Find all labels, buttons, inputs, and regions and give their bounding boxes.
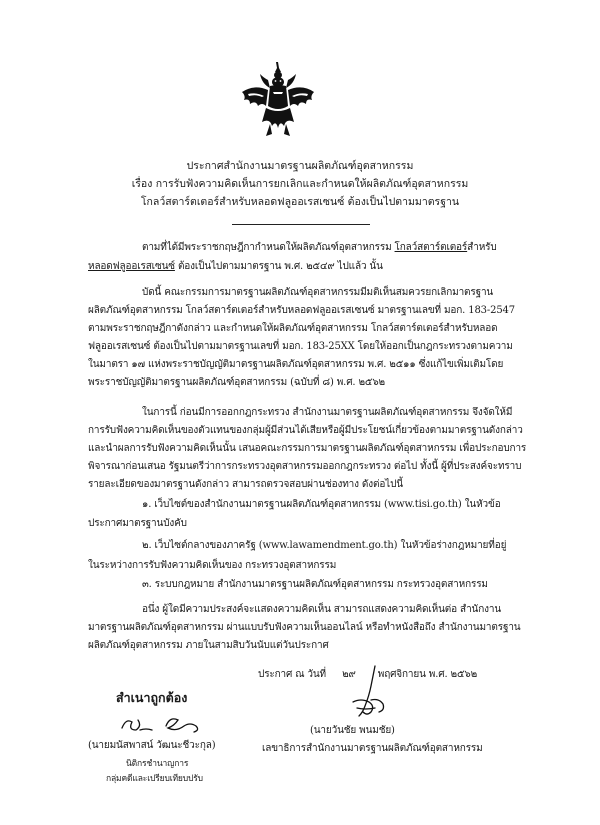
paragraph-1-line-1 (142, 240, 497, 255)
paragraph-3-line-2: การรับฟังความคิดเห็นของตัวแทนของกลุ่มผู้มีส่วนได้เสียหรือผู้มีประโยชน์เกี่ยวข้องตามมาตรฐานดังกล่าว (88, 425, 523, 436)
certifier-position: นิติกรชำนาญการ (126, 759, 189, 769)
paragraph-4-line-2: มาตรฐานผลิตภัณฑ์อุตสาหกรรม ผ่านแบบรับฟังความเห็นออนไลน์ หรือทำหนังสือถึง สำนักงานมาตรฐาน (88, 622, 521, 633)
paragraph-2-line-6: พระราชบัญญัติมาตรฐานผลิตภัณฑ์อุตสาหกรรม (ฉบับที่ ๘) พ.ศ. ๒๕๖๒ (88, 377, 385, 388)
paragraph-1-line-2 (88, 259, 383, 274)
p1-lamp-name: หลอดฟลูออเรสเซนซ์ (88, 261, 175, 272)
channel-item-3: ๓. ระบบกฎหมาย สำนักงานมาตรฐานผลิตภัณฑ์อุตสาหกรรม กระทรวงอุตสาหกรรม (142, 579, 488, 590)
certifier-group: กลุ่มคดีและเปรียบเทียบปรับ (106, 774, 203, 784)
director-signature (335, 662, 415, 724)
certified-copy-title: สำเนาถูกต้อง (116, 690, 188, 705)
paragraph-3-line-4: พิจารณาก่อนเสนอ รัฐมนตรีว่าการกระทรวงอุตสาหกรรมออกกฎกระทรวง ต่อไป ทั้งนี้ ผู้ที่ประสงค์จะทราบ (88, 461, 522, 472)
p1-text-c: ต้องเป็นไปตามมาตรฐาน พ.ศ. ๒๕๔๙ ไปแล้ว นั้น (174, 261, 383, 272)
channel-item-2-line-2: ในระหว่างการรับฟังความคิดเห็นของ กระทรวงอุตสาหกรรม (88, 560, 337, 571)
garuda-emblem (240, 62, 316, 140)
paragraph-4-line-3: ผลิตภัณฑ์อุตสาหกรรม ภายในสามสิบวันนับแต่วันประกาศ (88, 640, 329, 651)
paragraph-3-line-1: ในการนี้ ก่อนมีการออกกฎกระทรวง สำนักงานมาตรฐานผลิตภัณฑ์อุตสาหกรรม จึงจัดให้มี (142, 407, 513, 418)
signatory-name: (นายวันชัย พนมชัย) (310, 725, 395, 736)
paragraph-3-line-3: และนำผลการรับฟังความคิดเห็นนั้น เสนอคณะกรรมการมาตรฐานผลิตภัณฑ์อุตสาหกรรม เพื่อประกอบการ (88, 443, 527, 454)
header-divider (232, 224, 370, 225)
paragraph-2-line-5: ในมาตรา ๑๗ แห่งพระราชบัญญัติมาตรฐานผลิตภัณฑ์อุตสาหกรรม พ.ศ. ๒๕๑๑ ซึ่งแก้ไขเพิ่มเติมโดย (88, 359, 504, 370)
paragraph-2-line-2: ผลิตภัณฑ์อุตสาหกรรม โกลว์สตาร์ตเตอร์สำหรับหลอดฟลูออเรสเซนซ์ มาตรฐานเลขที่ มอก. 183-2547 (88, 305, 515, 316)
paragraph-2-line-3: ตามพระราชกฤษฎีกาดังกล่าว และกำหนดให้ผลิตภัณฑ์อุตสาหกรรม โกลว์สตาร์ตเตอร์สำหรับหลอด (88, 323, 498, 334)
certifier-name: (นายมนัสพาสน์ วัฒนะชีวะกุล) (88, 740, 216, 751)
paragraph-3-line-5: รายละเอียดของมาตรฐานดังกล่าว สามารถตรวจสอบผ่านช่องทาง ดังต่อไปนี้ (88, 479, 403, 490)
certifier-signature (118, 712, 210, 738)
p1-product-name: โกลว์สตาร์ตเตอร์ (394, 242, 468, 253)
paragraph-4-line-1: อนึ่ง ผู้ใดมีความประสงค์จะแสดงความคิดเห็น สามารถแสดงความคิดเห็นต่อ สำนักงาน (142, 604, 502, 615)
date-label: ประกาศ ณ วันที่ (258, 669, 326, 680)
paragraph-2-line-4: ฟลูออเรสเซนซ์ ต้องเป็นไปตามมาตรฐานเลขที่ มอก. 183-25XX โดยให้ออกเป็นกฎกระทรวงตามความ (88, 341, 513, 352)
announcement-title: ประกาศสำนักงานมาตรฐานผลิตภัณฑ์อุตสาหกรรม (186, 160, 414, 172)
p1-text-a: ตามที่ได้มีพระราชกฤษฎีกากำหนดให้ผลิตภัณฑ์อุตสาหกรรม (142, 242, 395, 253)
date-day: ๒๙ (342, 669, 356, 680)
channel-item-2-line-1: ๒. เว็บไซต์กลางของภาครัฐ (www.lawamendment.go.th) ในหัวข้อร่างกฎหมายที่อยู่ (142, 540, 507, 551)
paragraph-2-line-1: บัดนี้ คณะกรรมการมาตรฐานผลิตภัณฑ์อุตสาหกรรมมีมติเห็นสมควรยกเลิกมาตรฐาน (142, 287, 494, 298)
p1-text-b: สำหรับ (467, 242, 497, 253)
channel-item-1-line-2: ประกาศมาตรฐานบังคับ (88, 518, 187, 529)
channel-item-1-line-1: ๑. เว็บไซต์ของสำนักงานมาตรฐานผลิตภัณฑ์อุตสาหกรรม (www.tisi.go.th) ในหัวข้อ (142, 499, 501, 510)
announcement-subject: เรื่อง การรับฟังความคิดเห็นการยกเลิกและกำหนดให้ผลิตภัณฑ์อุตสาหกรรม (131, 178, 469, 190)
announcement-subject-cont: โกลว์สตาร์ตเตอร์สำหรับหลอดฟลูออเรสเซนซ์ ต้องเป็นไปตามมาตรฐาน (140, 196, 460, 208)
date-month-year: พฤศจิกายน พ.ศ. ๒๕๖๒ (377, 669, 478, 680)
signatory-position: เลขาธิการสำนักงานมาตรฐานผลิตภัณฑ์อุตสาหกรรม (262, 743, 483, 754)
